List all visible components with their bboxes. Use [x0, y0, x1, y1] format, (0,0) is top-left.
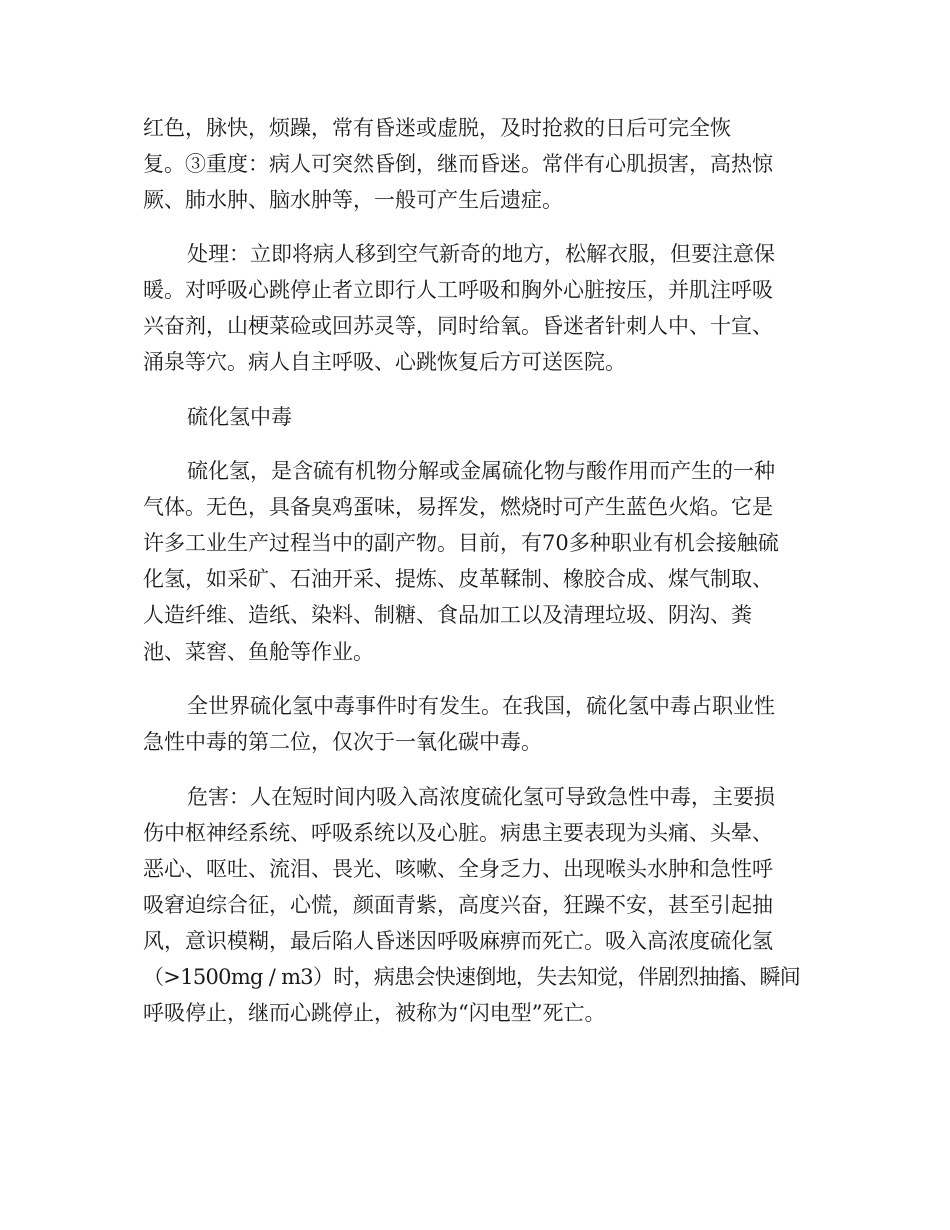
paragraph-first-line: 处理：立即将病人移到空气新奇的地方，松解衣服，但要注意保	[187, 242, 775, 266]
text-line: 风，意识模糊，最后陷人昏迷因呼吸麻痹而死亡。吸入高浓度硫化氢	[143, 929, 773, 953]
paragraph-first-line: 危害：人在短时间内吸入高浓度硫化氢可导致急性中毒，主要损	[187, 785, 775, 809]
text-line: 化氢，如采矿、石油开采、提炼、皮革鞣制、橡胶合成、煤气制取、	[143, 567, 773, 591]
text-line: 气体。无色，具备臭鸡蛋味，易挥发，燃烧时可产生蓝色火焰。它是	[143, 495, 773, 519]
text-line: （>1500mg / m3）时，病患会快速倒地，失去知觉，伴剧烈抽搐、瞬间	[143, 965, 801, 989]
paragraph-first-line: 硫化氢，是含硫有机物分解或金属硫化物与酸作用而产生的一种	[187, 459, 775, 483]
paragraph-first-line: 全世界硫化氢中毒事件时有发生。在我国，硫化氢中毒占职业性	[187, 694, 775, 718]
text-line: 急性中毒的第二位，仅次于一氧化碳中毒。	[143, 730, 542, 754]
text-line: 厥、肺水肿、脑水肿等，一般可产生后遗症。	[143, 188, 563, 212]
text-line: 呼吸停止，继而心跳停止，被称为“闪电型”死亡。	[143, 1001, 606, 1025]
text-line: 人造纤维、造纸、染料、制糖、食品加工以及清理垃圾、阴沟、粪	[143, 603, 752, 627]
section-heading: 硫化氢中毒	[187, 405, 292, 429]
text-line: 红色，脉快，烦躁，常有昏迷或虚脱，及时抢救的日后可完全恢	[143, 116, 731, 140]
text-line: 暖。对呼吸心跳停止者立即行人工呼吸和胸外心脏按压，并肌注呼吸	[143, 278, 773, 302]
text-line: 吸窘迫综合征，心慌，颜面青紫，高度兴奋，狂躁不安，甚至引起抽	[143, 893, 773, 917]
text-line: 复。③重度：病人可突然昏倒，继而昏迷。常伴有心肌损害，高热惊	[143, 152, 773, 176]
text-line: 伤中枢神经系统、呼吸系统以及心脏。病患主要表现为头痛、头晕、	[143, 821, 773, 845]
text-line: 兴奋剂，山梗菜硷或回苏灵等，同时给氧。昏迷者针刺人中、十宣、	[143, 314, 773, 338]
text-line: 涌泉等穴。病人自主呼吸、心跳恢复后方可送医院。	[143, 350, 626, 374]
text-line: 池、菜窖、鱼舱等作业。	[143, 640, 374, 664]
text-line: 恶心、呕吐、流泪、畏光、咳嗽、全身乏力、出现喉头水肿和急性呼	[143, 857, 773, 881]
text-line: 许多工业生产过程当中的副产物。目前，有70多种职业有机会接触硫	[143, 531, 779, 555]
